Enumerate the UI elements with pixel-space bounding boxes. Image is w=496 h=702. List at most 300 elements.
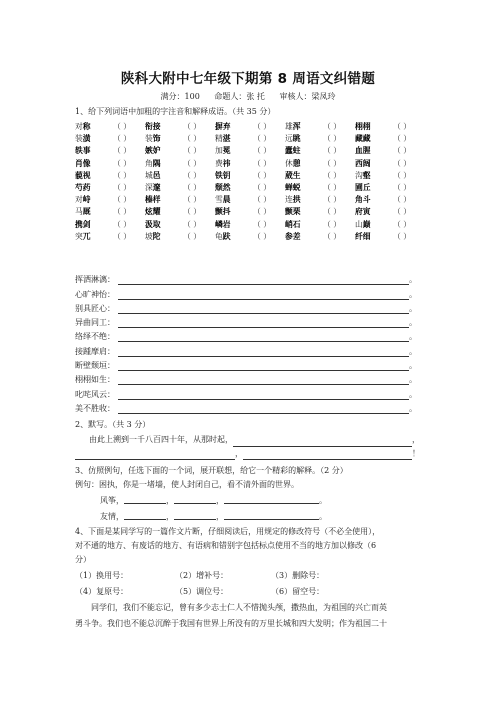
word-cell [355, 170, 425, 182]
word-bold: 颤抖 [215, 207, 231, 217]
pinyin-blank[interactable]: （ ） [183, 195, 202, 205]
word-text [285, 231, 323, 243]
word-text [285, 182, 323, 194]
score-text: 满分：100 [160, 92, 200, 101]
word-bold: 汲取 [145, 219, 161, 229]
word-text [145, 182, 183, 194]
q4-passage-line1: 同学们，我们不能忘记，曾有多少志士仁人不惜抛头颅，撒热血，为祖国的兴亡而英 [91, 603, 387, 612]
word-text [355, 145, 393, 157]
q2-blank-1[interactable] [233, 437, 412, 447]
pinyin-blank[interactable]: （ ） [323, 231, 342, 241]
reviewer-text: 审核人：梁凤玲 [279, 92, 336, 101]
q2-exclamation: ！ [412, 448, 420, 458]
q3-comma: ， [216, 496, 224, 505]
q2-comma-2: ， [235, 448, 243, 458]
word-bold: 饰 [152, 134, 161, 144]
word-text [285, 194, 323, 206]
q3-kite-blank-3[interactable] [224, 494, 319, 504]
word-cell [75, 206, 145, 218]
pinyin-blank[interactable]: （ ） [113, 182, 132, 192]
word-text [75, 206, 113, 218]
word-cell [285, 121, 355, 133]
word-plain: 雄 [285, 122, 293, 131]
idiom-period: 。 [409, 403, 417, 413]
word-plain: 对 [75, 195, 83, 205]
page-title: 陕科大附中七年级下期第 8 周语文纠错题 [120, 71, 376, 87]
word-row [75, 158, 425, 170]
word-cell [215, 170, 285, 182]
word-plain: 连 [285, 195, 293, 205]
word-bold: 葳生 [285, 170, 301, 180]
word-cell [355, 194, 425, 206]
word-text [75, 194, 113, 206]
word-cell [145, 182, 215, 194]
word-bold: 陀 [152, 231, 161, 241]
word-cell [75, 121, 145, 133]
word-cell [75, 170, 145, 182]
idiom-row [75, 314, 415, 328]
word-text [355, 182, 393, 194]
word-bold: 蝉蜕 [285, 182, 301, 192]
word-cell [355, 133, 425, 145]
word-row [75, 206, 425, 218]
word-cell [355, 158, 425, 170]
pinyin-blank[interactable]: （ ） [323, 182, 342, 192]
word-plain: 精 [215, 134, 223, 144]
word-bold: 巅 [362, 219, 371, 229]
word-row [75, 194, 425, 206]
q3-comma: ， [216, 512, 224, 521]
pinyin-blank[interactable]: （ ） [253, 122, 272, 131]
q4-line1: 4、下面是某同学写的一篇作文片断，仔细阅读后，用规定的修改符号（不必全使用）， [75, 527, 381, 536]
word-plain: 费 [215, 158, 223, 168]
word-bold: 铁钥 [215, 170, 231, 180]
word-bold: 颤栗 [285, 207, 301, 217]
q4-symbols-row1 [75, 570, 420, 581]
word-bold: 眺 [292, 134, 301, 144]
q4-line2: 对不通的地方、有废话的地方、有语病和错别字包括标点使用不当的地方加以修改（6 [75, 541, 377, 550]
idiom-row [75, 400, 415, 414]
pinyin-blank[interactable]: （ ） [113, 122, 132, 131]
word-text [355, 219, 393, 231]
pinyin-blank[interactable]: （ ） [183, 158, 202, 168]
word-cell [75, 219, 145, 231]
word-plain: 休 [285, 158, 293, 168]
word-text [285, 206, 323, 218]
word-bold: 轶事 [75, 146, 91, 156]
pinyin-blank[interactable]: （ ） [323, 195, 342, 205]
q3-friend-blank-1[interactable] [124, 510, 166, 520]
pinyin-blank[interactable]: （ ） [113, 146, 132, 156]
word-bold: 拱 [292, 195, 301, 205]
word-cell [145, 194, 215, 206]
pinyin-blank[interactable]: （ ） [393, 170, 412, 180]
word-bold: 兀 [82, 231, 91, 241]
word-text [285, 133, 323, 145]
pinyin-blank[interactable]: （ ） [253, 146, 272, 156]
word-bold: 芍药 [75, 182, 91, 192]
word-text [215, 194, 253, 206]
q3-item-kite [100, 494, 327, 506]
word-plain: 远 [285, 134, 293, 144]
word-bold: 嫉妒 [145, 146, 161, 156]
idiom-period: 。 [409, 303, 417, 313]
word-cell [355, 121, 425, 133]
word-text [75, 231, 113, 243]
pinyin-blank[interactable]: （ ） [253, 134, 272, 144]
word-cell [215, 133, 285, 145]
idiom-answer-blank[interactable] [118, 275, 409, 285]
pinyin-blank[interactable]: （ ） [323, 134, 342, 144]
word-bold: 参差 [285, 231, 301, 241]
word-cell [145, 121, 215, 133]
word-plain: 加 [215, 146, 223, 156]
q4-passage-line2: 勇斗争。我们也不能总沉醉于我国有世界上所没有的万里长城和四大发明；作为祖国二十 [75, 619, 387, 628]
word-text [215, 158, 253, 170]
idiom-label: 心旷神怡： [75, 289, 115, 299]
word-bold: 榛样 [145, 195, 161, 205]
word-plain: 雪 [215, 195, 223, 205]
q2-comma: ， [412, 435, 420, 444]
word-bold: 藏藏 [355, 134, 371, 144]
word-text [355, 206, 393, 218]
word-plain: 山 [355, 219, 363, 229]
word-cell [75, 133, 145, 145]
word-row [75, 182, 425, 194]
word-cell [215, 158, 285, 170]
pinyin-word-grid [75, 121, 425, 243]
q3-friend-blank-2[interactable] [174, 510, 216, 520]
word-bold: 西阔 [355, 158, 371, 168]
word-row [75, 219, 425, 231]
pinyin-blank[interactable]: （ ） [183, 231, 202, 241]
word-plain: 龟 [215, 231, 223, 241]
symbol-space: （6）留空号： [271, 587, 325, 596]
idiom-row [75, 342, 415, 356]
pinyin-blank[interactable]: （ ） [113, 170, 132, 180]
pinyin-blank[interactable]: （ ） [113, 231, 132, 241]
idiom-row [75, 300, 415, 314]
word-bold: 祎 [222, 158, 231, 168]
word-text [285, 158, 323, 170]
pinyin-blank[interactable]: （ ） [113, 219, 132, 229]
word-bold: 湛 [222, 134, 231, 144]
pinyin-blank[interactable]: （ ） [183, 134, 202, 144]
word-cell [215, 121, 285, 133]
pinyin-blank[interactable]: （ ） [393, 182, 412, 192]
word-plain: 装 [145, 134, 153, 144]
word-row [75, 231, 425, 243]
word-row [75, 133, 425, 145]
idiom-period: 。 [409, 289, 417, 299]
word-cell [215, 206, 285, 218]
word-text [75, 145, 113, 157]
idiom-definition-list [75, 271, 415, 414]
word-cell [355, 231, 425, 243]
word-text [145, 206, 183, 218]
word-text [145, 231, 183, 243]
pinyin-blank[interactable]: （ ） [183, 122, 202, 131]
word-cell [285, 182, 355, 194]
word-bold: 栩栩 [355, 122, 371, 131]
word-text [355, 158, 393, 170]
word-plain: 坡 [145, 231, 153, 241]
word-text [285, 170, 323, 182]
pinyin-blank[interactable]: （ ） [323, 207, 342, 217]
word-cell [215, 219, 285, 231]
word-cell [285, 133, 355, 145]
word-bold: 肖像 [75, 158, 91, 168]
word-bold: 峙 [82, 195, 91, 205]
word-cell [215, 145, 285, 157]
idiom-label: 接踵摩肩： [75, 346, 115, 356]
pinyin-blank[interactable]: （ ） [323, 170, 342, 180]
word-text [215, 121, 253, 133]
idiom-period: 。 [409, 332, 417, 342]
q3-friend-blank-3[interactable] [224, 510, 319, 520]
idiom-label: 异曲同工： [75, 318, 115, 328]
word-cell [215, 182, 285, 194]
idiom-row [75, 385, 415, 399]
word-cell [75, 158, 145, 170]
q3-item-kite-label: 风筝， [100, 496, 124, 505]
word-cell [285, 170, 355, 182]
idiom-answer-blank[interactable] [118, 290, 409, 300]
idiom-answer-blank[interactable] [118, 304, 409, 314]
idiom-answer-blank[interactable] [118, 375, 409, 385]
word-bold: 颓然 [215, 182, 231, 192]
pinyin-blank[interactable]: （ ） [393, 146, 412, 156]
idiom-period: 。 [409, 389, 417, 399]
pinyin-blank[interactable]: （ ） [253, 231, 272, 241]
word-cell [215, 231, 285, 243]
pinyin-blank[interactable]: （ ） [183, 207, 202, 217]
q4-line3: 分） [75, 555, 91, 564]
word-text [215, 170, 253, 182]
word-plain: 角 [145, 158, 153, 168]
word-text [355, 231, 393, 243]
idiom-answer-blank[interactable] [118, 347, 409, 357]
q1-heading: 1、给下列词语中加粗的字注音和解释成语。（共 35 分） [75, 107, 276, 116]
idiom-answer-blank[interactable] [118, 404, 409, 414]
word-bold: 摒弃 [215, 122, 231, 131]
idiom-label: 络绎不绝： [75, 332, 115, 342]
pinyin-blank[interactable]: （ ） [393, 207, 412, 217]
word-cell [355, 182, 425, 194]
idiom-answer-blank[interactable] [118, 361, 409, 371]
word-row [75, 121, 425, 133]
pinyin-blank[interactable]: （ ） [253, 170, 272, 180]
word-cell [285, 194, 355, 206]
word-text [215, 206, 253, 218]
word-text [215, 133, 253, 145]
idiom-row [75, 371, 415, 385]
meta-line [0, 91, 496, 102]
word-cell [215, 194, 285, 206]
word-bold: 趺 [222, 231, 231, 241]
word-text [75, 133, 113, 145]
word-plain: 马 [75, 207, 83, 217]
word-cell [75, 194, 145, 206]
pinyin-blank[interactable]: （ ） [323, 122, 342, 131]
pinyin-blank[interactable]: （ ） [113, 158, 132, 168]
word-bold: 冕 [222, 146, 231, 156]
q2-line1: 由此上溯到一千八百四十年，从那时起， [89, 435, 233, 444]
pinyin-blank[interactable]: （ ） [323, 219, 342, 229]
q3-kite-blank-2[interactable] [174, 494, 216, 504]
pinyin-blank[interactable]: （ ） [183, 146, 202, 156]
pinyin-blank[interactable]: （ ） [393, 195, 412, 205]
word-text [75, 182, 113, 194]
pinyin-blank[interactable]: （ ） [253, 158, 272, 168]
word-plain: 装 [75, 134, 83, 144]
q3-item-friendship-label: 友情， [100, 512, 124, 521]
word-bold: 厩 [82, 207, 91, 217]
q3-comma: ， [166, 496, 174, 505]
word-text [285, 219, 323, 231]
pinyin-blank[interactable]: （ ） [393, 134, 412, 144]
pinyin-blank[interactable]: （ ） [393, 231, 412, 241]
symbol-restore: （4）复原号： [75, 587, 129, 596]
idiom-period: 。 [409, 275, 417, 285]
symbol-replace: （1）换用号： [75, 571, 129, 580]
idiom-period: 。 [409, 375, 417, 385]
word-cell [145, 158, 215, 170]
word-cell [145, 206, 215, 218]
pinyin-blank[interactable]: （ ） [393, 122, 412, 131]
pinyin-blank[interactable]: （ ） [113, 207, 132, 217]
q3-kite-blank-1[interactable] [124, 494, 166, 504]
idiom-row [75, 328, 415, 342]
q3-comma: ， [166, 512, 174, 521]
pinyin-blank[interactable]: （ ） [393, 158, 412, 168]
pinyin-blank[interactable]: （ ） [253, 195, 272, 205]
word-plain: 沟 [355, 170, 363, 180]
pinyin-blank[interactable]: （ ） [183, 219, 202, 229]
word-text [355, 194, 393, 206]
word-bold: 炫耀 [145, 207, 161, 217]
idiom-label: 挥洒淋漓： [75, 275, 115, 285]
word-text [355, 121, 393, 133]
word-cell [145, 231, 215, 243]
word-cell [145, 170, 215, 182]
idiom-label: 栩栩如生： [75, 375, 115, 385]
word-cell [355, 145, 425, 157]
word-text [285, 145, 323, 157]
pinyin-blank[interactable]: （ ） [323, 146, 342, 156]
pinyin-blank[interactable]: （ ） [253, 219, 272, 229]
q2-dictation [75, 433, 420, 460]
word-bold: 府寅 [355, 207, 371, 217]
word-text [145, 145, 183, 157]
word-bold: 称 [82, 122, 91, 131]
word-plain: 城 [145, 170, 153, 180]
word-row [75, 170, 425, 182]
word-bold: 纤细 [355, 231, 371, 241]
q3-period: 。 [319, 496, 327, 505]
word-bold: 携剑 [75, 219, 91, 229]
word-text [75, 170, 113, 182]
word-text [215, 182, 253, 194]
pinyin-blank[interactable]: （ ） [253, 207, 272, 217]
symbol-delete: （3）删除号： [271, 571, 325, 580]
pinyin-blank[interactable]: （ ） [113, 195, 132, 205]
q3-heading: 3、仿照例句，任选下面的一个词，展开联想，给它一个精彩的解释。（2 分） [75, 466, 348, 475]
word-text [145, 121, 183, 133]
pinyin-blank[interactable]: （ ） [323, 158, 342, 168]
word-text [215, 231, 253, 243]
word-cell [145, 133, 215, 145]
symbol-insert: （2）增补号： [175, 571, 229, 580]
word-row [75, 145, 425, 157]
word-text [75, 121, 113, 133]
word-cell [145, 219, 215, 231]
word-bold: 蠹蛀 [285, 146, 301, 156]
q3-example: 例句：困执，你是一堵墙，使人封闭自己，看不清外面的世界。 [75, 480, 299, 489]
q2-heading: 2、默写。（共 3 分） [75, 420, 151, 429]
word-text [355, 133, 393, 145]
word-text [75, 158, 113, 170]
pinyin-blank[interactable]: （ ） [113, 134, 132, 144]
idiom-answer-blank[interactable] [118, 390, 409, 400]
word-text [145, 170, 183, 182]
word-bold: 壑 [362, 170, 371, 180]
word-bold: 邃 [152, 182, 161, 192]
idiom-label: 叱咤风云： [75, 389, 115, 399]
word-text [145, 158, 183, 170]
idiom-period: 。 [409, 318, 417, 328]
idiom-row [75, 357, 415, 371]
author-text: 命题人：张 托 [214, 92, 265, 101]
pinyin-blank[interactable]: （ ） [183, 182, 202, 192]
word-bold: 藐视 [75, 170, 91, 180]
q4-symbols-row2 [75, 586, 420, 597]
word-bold: 嶙岩 [215, 219, 231, 229]
q2-blank-2[interactable] [75, 450, 235, 460]
word-text [75, 219, 113, 231]
q2-blank-3[interactable] [243, 450, 412, 460]
word-bold: 峭石 [285, 219, 301, 229]
idiom-label: 别具匠心： [75, 303, 115, 313]
word-plain: 深 [145, 182, 153, 192]
idiom-answer-blank[interactable] [118, 318, 409, 328]
word-cell [285, 231, 355, 243]
word-bold: 隅 [152, 158, 161, 168]
word-cell [75, 145, 145, 157]
idiom-answer-blank[interactable] [118, 332, 409, 342]
idiom-row [75, 285, 415, 299]
pinyin-blank[interactable]: （ ） [253, 182, 272, 192]
word-text [215, 145, 253, 157]
q3-item-friendship [100, 510, 327, 522]
word-text [145, 194, 183, 206]
idiom-period: 。 [409, 361, 417, 371]
word-bold: 血腥 [355, 146, 371, 156]
idiom-label: 断壁颓垣： [75, 361, 115, 371]
symbol-transpose: （5）调位号： [175, 587, 229, 596]
word-cell [75, 231, 145, 243]
word-cell [355, 206, 425, 218]
word-cell [285, 206, 355, 218]
word-text [145, 219, 183, 231]
pinyin-blank[interactable]: （ ） [183, 170, 202, 180]
word-text [145, 133, 183, 145]
word-bold: 衔接 [145, 122, 161, 131]
word-text [215, 219, 253, 231]
q3-period: 。 [319, 512, 327, 521]
pinyin-blank[interactable]: （ ） [393, 219, 412, 229]
word-bold: 圃丘 [355, 182, 371, 192]
